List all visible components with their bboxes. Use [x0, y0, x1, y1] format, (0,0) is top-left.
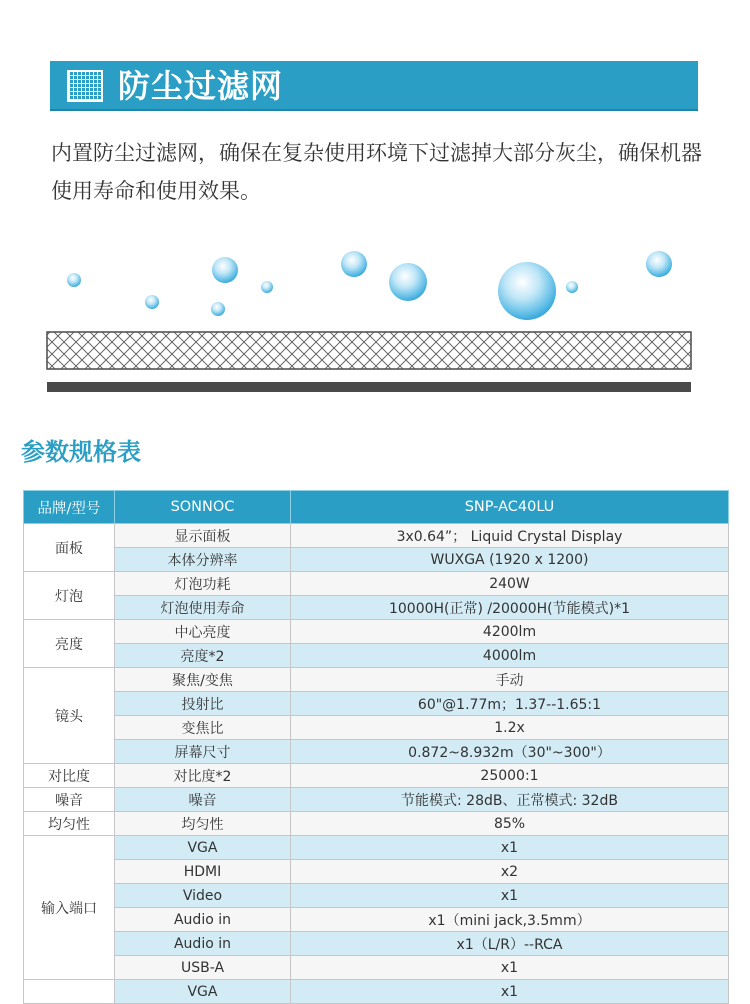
category-cell	[24, 980, 115, 1004]
table-row	[24, 692, 729, 716]
table-row	[24, 908, 729, 932]
value-cell: 240W	[291, 572, 729, 596]
item-cell: 亮度*2	[115, 644, 291, 668]
value-cell: 0.872~8.932m（30"~300"）	[291, 740, 729, 764]
item-cell: 对比度*2	[115, 764, 291, 788]
dust-particle	[389, 263, 427, 301]
spec-table-body	[24, 524, 729, 1004]
table-row	[24, 980, 729, 1004]
dust-particle	[212, 257, 238, 283]
item-cell: 中心亮度	[115, 620, 291, 644]
table-row	[24, 668, 729, 692]
item-cell: 灯泡功耗	[115, 572, 291, 596]
spec-table	[23, 490, 729, 1004]
table-row	[24, 884, 729, 908]
section-banner	[50, 61, 698, 111]
value-cell: 10000H(正常) /20000H(节能模式)*1	[291, 596, 729, 620]
grid-filter-icon	[67, 70, 103, 102]
category-cell: 面板	[24, 524, 115, 572]
value-cell: 手动	[291, 668, 729, 692]
dust-particle	[646, 251, 672, 277]
value-cell: x2	[291, 860, 729, 884]
item-cell: USB-A	[115, 956, 291, 980]
item-cell: Audio in	[115, 908, 291, 932]
category-cell: 亮度	[24, 620, 115, 668]
dust-particle	[261, 281, 273, 293]
value-cell: WUXGA (1920 x 1200)	[291, 548, 729, 572]
spec-table-heading: 参数规格表	[21, 438, 141, 466]
category-cell: 对比度	[24, 764, 115, 788]
table-row	[24, 764, 729, 788]
value-cell: x1（mini jack,3.5mm）	[291, 908, 729, 932]
value-cell: x1	[291, 884, 729, 908]
item-cell: 噪音	[115, 788, 291, 812]
dust-particle	[566, 281, 578, 293]
dust-particle	[341, 251, 367, 277]
table-row	[24, 956, 729, 980]
banner-title: 防尘过滤网	[118, 67, 284, 105]
category-cell: 灯泡	[24, 572, 115, 620]
dust-particles	[67, 251, 672, 320]
filter-base	[47, 382, 691, 392]
table-row	[24, 716, 729, 740]
value-cell: 1.2x	[291, 716, 729, 740]
table-row	[24, 572, 729, 596]
dust-filter-illustration	[46, 240, 693, 400]
table-row	[24, 788, 729, 812]
filter-mesh	[47, 332, 691, 369]
header-model: SNP-AC40LU	[291, 491, 729, 524]
value-cell: 85%	[291, 812, 729, 836]
item-cell: VGA	[115, 836, 291, 860]
value-cell: 25000:1	[291, 764, 729, 788]
value-cell: 4000lm	[291, 644, 729, 668]
header-brand: SONNOC	[115, 491, 291, 524]
table-row	[24, 524, 729, 548]
item-cell: 聚焦/变焦	[115, 668, 291, 692]
item-cell: 投射比	[115, 692, 291, 716]
value-cell: 节能模式: 28dB、正常模式: 32dB	[291, 788, 729, 812]
item-cell: 本体分辨率	[115, 548, 291, 572]
item-cell: Video	[115, 884, 291, 908]
value-cell: 3x0.64”； Liquid Crystal Display	[291, 524, 729, 548]
dust-particle	[67, 273, 81, 287]
category-cell: 噪音	[24, 788, 115, 812]
table-row	[24, 860, 729, 884]
table-row	[24, 548, 729, 572]
value-cell: 60"@1.77m；1.37--1.65:1	[291, 692, 729, 716]
filter-description: 内置防尘过滤网，确保在复杂使用环境下过滤掉大部分灰尘，确保机器使用寿命和使用效果。	[51, 141, 702, 203]
item-cell: VGA	[115, 980, 291, 1004]
item-cell: 均匀性	[115, 812, 291, 836]
category-cell: 均匀性	[24, 812, 115, 836]
value-cell: x1	[291, 956, 729, 980]
value-cell: x1	[291, 836, 729, 860]
category-cell: 镜头	[24, 668, 115, 764]
category-cell: 输入端口	[24, 836, 115, 980]
table-row	[24, 740, 729, 764]
table-row	[24, 596, 729, 620]
table-row	[24, 644, 729, 668]
table-row	[24, 812, 729, 836]
item-cell: Audio in	[115, 932, 291, 956]
spec-table-header	[24, 491, 729, 524]
item-cell: 显示面板	[115, 524, 291, 548]
dust-particle	[211, 302, 225, 316]
header-brand-model: 品牌/型号	[24, 491, 115, 524]
table-row	[24, 620, 729, 644]
dust-particle	[498, 262, 556, 320]
value-cell: x1	[291, 980, 729, 1004]
item-cell: 变焦比	[115, 716, 291, 740]
table-row	[24, 932, 729, 956]
item-cell: 屏幕尺寸	[115, 740, 291, 764]
item-cell: 灯泡使用寿命	[115, 596, 291, 620]
item-cell: HDMI	[115, 860, 291, 884]
table-row	[24, 836, 729, 860]
value-cell: x1（L/R）--RCA	[291, 932, 729, 956]
value-cell: 4200lm	[291, 620, 729, 644]
dust-particle	[145, 295, 159, 309]
